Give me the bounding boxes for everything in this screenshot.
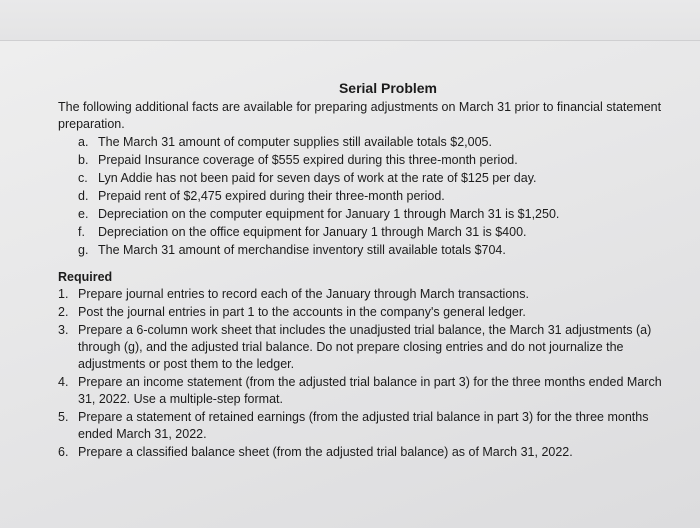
fact-item	[78, 152, 678, 169]
task-number: 3.	[58, 323, 69, 337]
problem-title: Serial Problem	[338, 80, 438, 96]
fact-marker: e.	[78, 207, 89, 221]
fact-text: Prepaid Insurance coverage of $555 expired during this three-month period.	[98, 153, 518, 167]
task-text: Prepare a statement of retained earnings (from the adjusted trial balance in part 3) for the three months ended March 31, 2022.	[78, 410, 649, 441]
task-number: 4.	[58, 375, 69, 389]
task-text: Prepare an income statement (from the adjusted trial balance in part 3) for the three months ended March 31, 2022. Use a multiple-step format.	[78, 375, 662, 406]
task-item	[58, 322, 678, 373]
paper-top-edge	[0, 0, 700, 41]
task-number: 2.	[58, 305, 69, 319]
fact-marker: c.	[78, 171, 88, 185]
fact-marker: f.	[78, 225, 85, 239]
task-item	[58, 444, 678, 461]
task-text: Post the journal entries in part 1 to the accounts in the company's general ledger.	[78, 305, 526, 319]
task-item	[58, 374, 678, 408]
tasks-list	[58, 286, 678, 461]
fact-item	[78, 224, 678, 241]
fact-text: Prepaid rent of $2,475 expired during their three-month period.	[98, 189, 445, 203]
task-item	[58, 304, 678, 321]
facts-list	[58, 134, 678, 259]
fact-text: The March 31 amount of merchandise inventory still available totals $704.	[98, 243, 506, 257]
fact-text: Depreciation on the computer equipment for January 1 through March 31 is $1,250.	[98, 207, 560, 221]
fact-marker: b.	[78, 153, 89, 167]
task-number: 5.	[58, 410, 69, 424]
fact-item	[78, 134, 678, 151]
task-number: 6.	[58, 445, 69, 459]
intro-paragraph: The following additional facts are available for preparing adjustments on March 31 prior to financial statement preparation.	[58, 100, 662, 131]
task-text: Prepare a 6-column work sheet that includes the unadjusted trial balance, the March 31 adjustments (a) through (g), and the adjusted trial balance. Do not prepare closing entries and do not journalize the adjustments or post them to the ledger.	[78, 323, 652, 371]
fact-item	[78, 206, 678, 223]
fact-item	[78, 188, 678, 205]
fact-marker: d.	[78, 189, 89, 203]
required-heading: Required	[58, 270, 113, 284]
task-number: 1.	[58, 287, 69, 301]
task-text: Prepare a classified balance sheet (from the adjusted trial balance) as of March 31, 2022.	[78, 445, 573, 459]
fact-item	[78, 170, 678, 187]
fact-marker: g.	[78, 243, 89, 257]
fact-item	[78, 242, 678, 259]
task-text: Prepare journal entries to record each of the January through March transactions.	[78, 287, 529, 301]
fact-text: Lyn Addie has not been paid for seven days of work at the rate of $125 per day.	[98, 171, 537, 185]
problem-text	[58, 80, 678, 462]
task-item	[58, 409, 678, 443]
fact-text: The March 31 amount of computer supplies still available totals $2,005.	[98, 135, 492, 149]
fact-marker: a.	[78, 135, 89, 149]
fact-text: Depreciation on the office equipment for January 1 through March 31 is $400.	[98, 225, 527, 239]
task-item	[58, 286, 678, 303]
